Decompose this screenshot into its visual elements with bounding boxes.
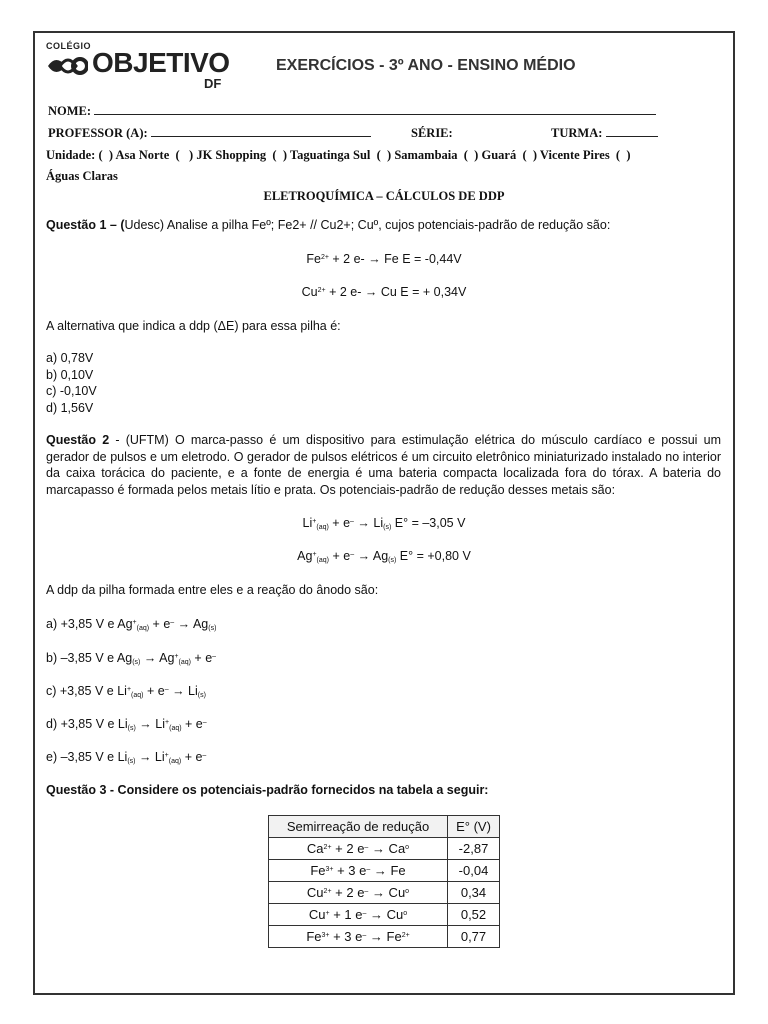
logo-mark-icon xyxy=(46,54,88,78)
table-cell-reaction: $Ca^{2+} + 2$ $e^- \to Ca^o$ xyxy=(269,838,448,860)
turma-line[interactable] xyxy=(606,136,658,137)
q2-option-e[interactable]: e) –3,85 V e $Li_{(s)} \to Li^+_{(aq)} + e^-$ xyxy=(46,750,207,765)
q1-option-d[interactable]: d) 1,56V xyxy=(46,400,94,415)
q2-body: Questão 2 - (UFTM) O marca-passo é um dispositivo para estimulação elétrica do músculo cardíaco e possui um gerador de pulsos e um eletrodo. O gerador de pulsos elétricos é um circuito eletrônico miniaturizado instalado no interior da caixa torácica do paciente, e a fonte de energia é uma bateria compacta localizada fora do tórax. A bateria do marcapasso é formada pelos metais lítio e prata. Os potenciais-padrão de redução desses metais são: xyxy=(46,433,721,497)
table-cell-value: -2,87 xyxy=(448,838,500,860)
q1-prompt: A alternativa que indica a ddp (ΔE) para essa pilha é: xyxy=(46,319,341,333)
serie-field[interactable] xyxy=(411,126,453,141)
q2-option-b[interactable]: b) –3,85 V e $Ag_{(s)} \to Ag^+_{(aq)} + e^-$ xyxy=(46,651,217,666)
serie-label: SÉRIE: xyxy=(411,126,453,140)
page-title: EXERCÍCIOS - 3º ANO - ENSINO MÉDIO xyxy=(276,57,576,74)
q1-option-c[interactable]: c) -0,10V xyxy=(46,384,97,398)
table-row xyxy=(269,904,500,926)
table-cell-value: 0,52 xyxy=(448,904,500,926)
logo-name: OBJETIVO xyxy=(92,47,230,78)
q1-equation-2: $Cu^{2+} + 2$ e- → Cu E = + 0,34V xyxy=(301,285,467,299)
table-header-row xyxy=(269,816,500,838)
table-cell-reaction: Cu+ + 1 $e^- \to Cu^o$ xyxy=(269,904,448,926)
document-title: ELETROQUÍMICA – CÁLCULOS DE DDP xyxy=(263,189,505,203)
table-header: E° (V) xyxy=(448,816,500,838)
table-cell-value: 0,34 xyxy=(448,882,500,904)
reduction-potentials-table xyxy=(268,815,500,948)
professor-line[interactable] xyxy=(151,136,371,137)
q1-option-a[interactable]: a) 0,78V xyxy=(46,351,94,365)
professor-field[interactable] xyxy=(48,126,371,141)
professor-label: PROFESSOR (A): xyxy=(48,126,148,140)
q2-option-d[interactable]: d) +3,85 V e $Li_{(s)} \to Li^+_{(aq)} + e^-$ xyxy=(46,717,207,732)
table-cell-value: -0,04 xyxy=(448,860,500,882)
unidade-options-cont[interactable]: Águas Claras xyxy=(46,169,118,183)
q2-equation-1: $Li^+_{(aq)} + e^- \to Li_{(s)}$ E° = –3,05 V xyxy=(302,516,466,531)
unidade-options[interactable]: Unidade: ( ) Asa Norte ( ) JK Shopping ( ) Taguatinga Sul ( ) Samambaia ( ) Guará ( ) Vicente Pires ( ) xyxy=(46,148,631,162)
turma-field[interactable] xyxy=(551,126,658,141)
table-row xyxy=(269,926,500,948)
q3-title: Questão 3 - Considere os potenciais-padrão fornecidos na tabela a seguir: xyxy=(46,783,489,797)
q2-equation-2: $Ag^+_{(aq)} + e^- \to Ag_{(s)}$ E° = +0,80 V xyxy=(297,549,471,564)
q1-options xyxy=(46,350,97,416)
logo-school-label: COLÉGIO xyxy=(46,41,92,51)
name-field[interactable] xyxy=(48,104,656,119)
q1-equation-1: $Fe^{2+} + 2$ e- → Fe E = -0,44V xyxy=(306,252,462,266)
table-header: Semirreação de redução xyxy=(269,816,448,838)
table-cell-reaction: $Cu^{2+} + 2$ $e^- \to Cu^o$ xyxy=(269,882,448,904)
q1-title: Questão 1 – (Udesc) Analise a pilha Feº; Fe2+ // Cu2+; Cuº, cujos potenciais-padrão de redução são: xyxy=(46,218,611,232)
q2-option-a[interactable]: a) +3,85 V e $Ag^+_{(aq)} + e^- \to Ag_{(s)}$ xyxy=(46,617,217,632)
q2-option-c[interactable]: c) +3,85 V e $Li^+_{(aq)} + e^- \to Li_{(s)}$ xyxy=(46,684,206,699)
q2-prompt: A ddp da pilha formada entre eles e a reação do ânodo são: xyxy=(46,583,379,597)
table-cell-reaction: $Fe^{3+} + 3$ $e^- \to Fe^{2+}$ xyxy=(269,926,448,948)
q1-option-b[interactable]: b) 0,10V xyxy=(46,367,94,382)
logo-region: DF xyxy=(204,76,222,91)
table-row xyxy=(269,882,500,904)
name-line[interactable] xyxy=(94,114,656,115)
table-cell-reaction: $Fe^{3+} + 3$ e– → Fe xyxy=(269,860,448,882)
table-cell-value: 0,77 xyxy=(448,926,500,948)
turma-label: TURMA: xyxy=(551,126,603,140)
name-label: NOME: xyxy=(48,104,92,118)
table-row xyxy=(269,860,500,882)
table-row xyxy=(269,838,500,860)
